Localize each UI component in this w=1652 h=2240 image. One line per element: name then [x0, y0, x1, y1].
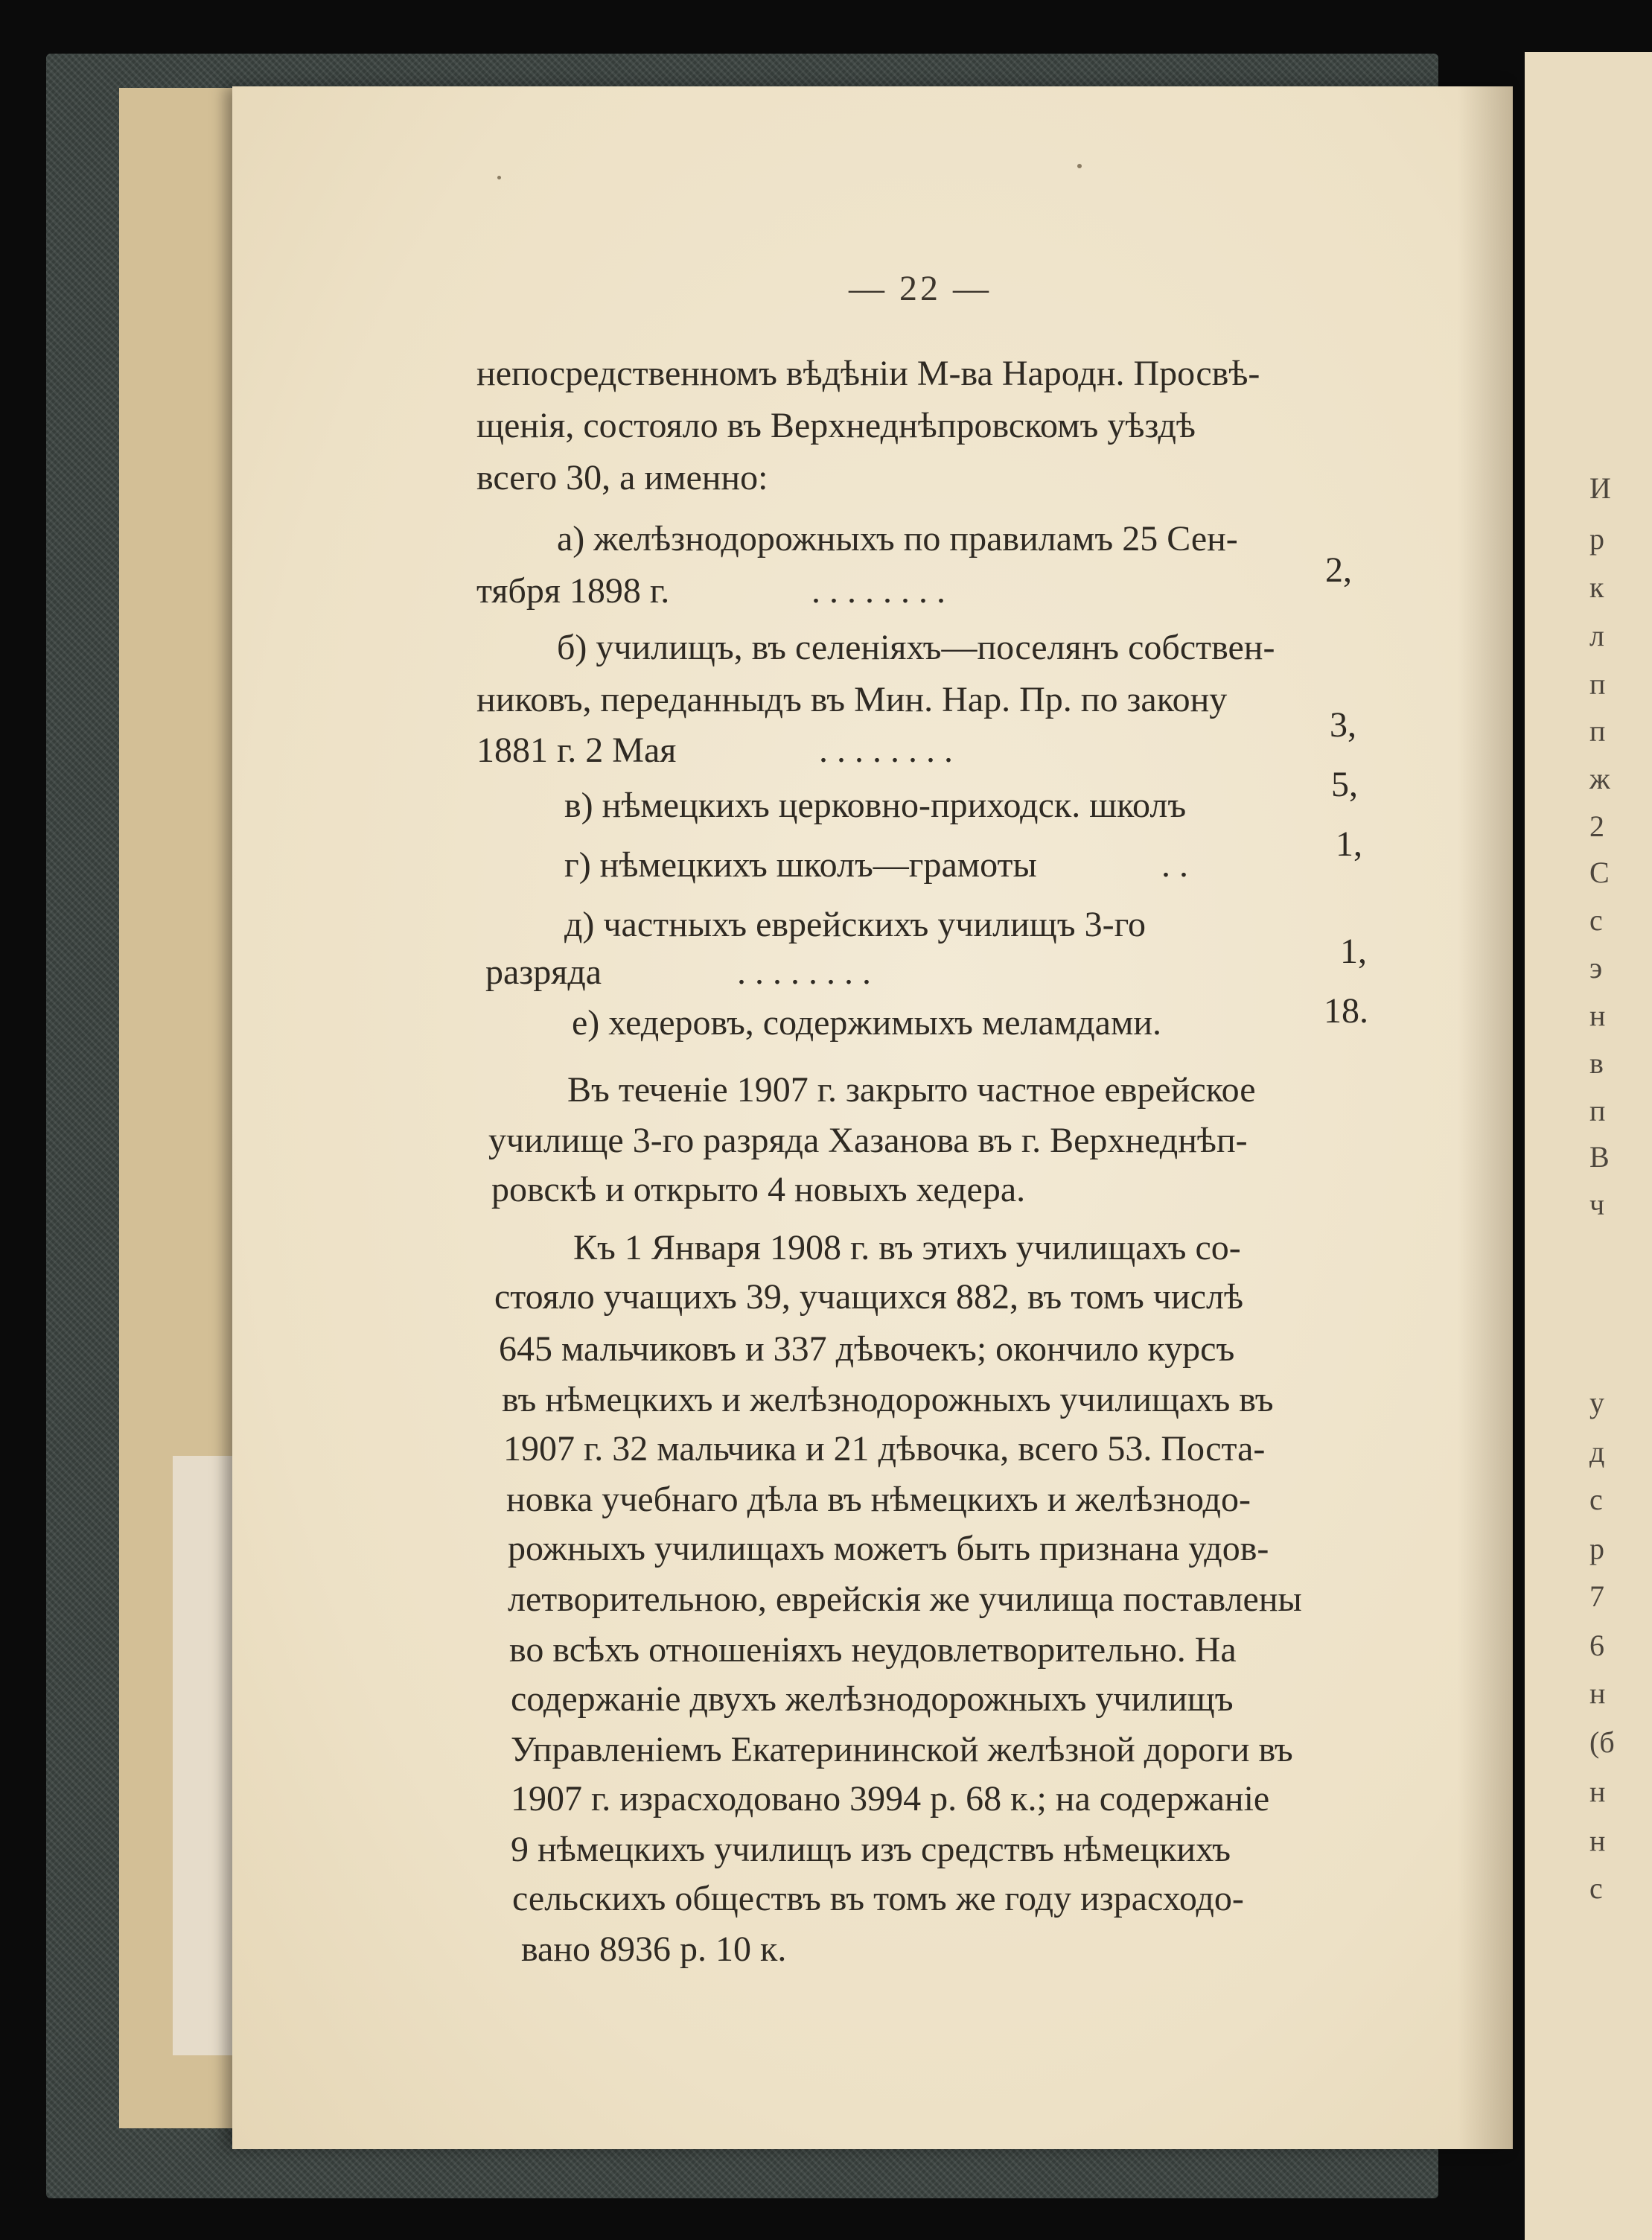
text-line: щенія, состояло въ Верхнеднѣпровскомъ уѣздѣ	[476, 406, 1196, 445]
next-page-fragment: 2	[1589, 809, 1604, 843]
next-page-fragment: к	[1589, 570, 1604, 604]
list-item-d: г) нѣмецкихъ школъ—грамоты	[564, 845, 1037, 885]
paragraph-line: 1907 г. 32 мальчика и 21 дѣвочка, всего 53. Поста-	[503, 1429, 1266, 1469]
page-number: — 22 —	[849, 269, 992, 308]
next-page-fragment: э	[1589, 951, 1603, 984]
next-page-fragment: 7	[1589, 1579, 1604, 1613]
list-item-b-cont: 1881 г. 2 Мая	[476, 731, 677, 770]
next-page-fragment: с	[1589, 903, 1603, 937]
paper-speck	[1077, 164, 1082, 168]
dot-leaders: . . . . . . . .	[819, 731, 953, 770]
paragraph-line: во всѣхъ отношеніяхъ неудовлетворительно. На	[509, 1630, 1237, 1670]
next-page-fragment: 6	[1589, 1629, 1604, 1662]
list-item-a: а) желѣзнодорожныхъ по правиламъ 25 Сен-	[557, 519, 1238, 559]
list-item-a-cont: тября 1898 г.	[476, 571, 670, 611]
next-page-fragment: в	[1589, 1046, 1604, 1080]
next-page-fragment: р	[1589, 522, 1604, 556]
paragraph-line: рожныхъ училищахъ можетъ быть признана удов-	[508, 1529, 1269, 1568]
next-page-fragment: ж	[1589, 762, 1610, 795]
dot-leaders: . . . . . . . .	[811, 571, 945, 611]
paragraph-line: новка учебнаго дѣла въ нѣмецкихъ и желѣзнодо-	[506, 1480, 1251, 1519]
next-page-fragment: В	[1589, 1140, 1610, 1174]
paragraph-line: Къ 1 Января 1908 г. въ этихъ училищахъ со-	[573, 1228, 1241, 1267]
next-page-fragment: (б	[1589, 1725, 1615, 1759]
next-page-fragment: н	[1589, 1676, 1606, 1710]
paragraph-line: 1907 г. израсходовано 3994 р. 68 к.; на содержаніе	[511, 1779, 1270, 1819]
paragraph-line: ровскѣ и открыто 4 новыхъ хедера.	[491, 1170, 1026, 1209]
paragraph-line: въ нѣмецкихъ и желѣзнодорожныхъ училищахъ въ	[502, 1380, 1274, 1419]
next-page-fragment: д	[1589, 1435, 1605, 1469]
list-count: 5,	[1331, 765, 1358, 804]
list-count: 3,	[1330, 705, 1356, 745]
list-count: 18.	[1324, 991, 1368, 1031]
paper-speck	[497, 176, 501, 179]
text-line: всего 30, а именно:	[476, 458, 768, 497]
list-count: 2,	[1325, 550, 1352, 590]
list-count: 1,	[1340, 932, 1367, 971]
paragraph-line: сельскихъ обществъ въ томъ же году израсходо-	[512, 1879, 1244, 1918]
paragraph-line: 9 нѣмецкихъ училищъ изъ средствъ нѣмецкихъ	[511, 1830, 1231, 1869]
next-page-fragment: ч	[1589, 1188, 1605, 1221]
list-item-b-cont: никовъ, переданныдъ въ Мин. Нар. Пр. по закону	[476, 680, 1228, 719]
page-gutter-shadow	[1458, 86, 1513, 2149]
next-page-edge	[1525, 52, 1652, 2240]
list-item-b: б) училищъ, въ селеніяхъ—поселянъ собствен-	[557, 628, 1275, 667]
next-page-fragment: н	[1589, 999, 1606, 1032]
next-page-fragment: н	[1589, 1824, 1606, 1857]
list-item-e-cont: разряда	[485, 952, 602, 992]
next-page-fragment: И	[1589, 471, 1611, 505]
next-page-fragment: С	[1589, 856, 1610, 889]
list-count: 1,	[1336, 824, 1362, 864]
next-page-fragment: у	[1589, 1386, 1604, 1419]
paragraph-line: 645 мальчиковъ и 337 дѣвочекъ; окончило курсъ	[499, 1329, 1235, 1369]
list-item-c: в) нѣмецкихъ церковно-приходск. школъ	[564, 786, 1187, 825]
paragraph-line: Въ теченіе 1907 г. закрыто частное еврейское	[567, 1070, 1256, 1110]
paragraph-line: училище 3-го разряда Хазанова въ г. Верхнеднѣп-	[488, 1121, 1248, 1160]
paragraph-line: летворительною, еврейскія же училища поставлены	[508, 1579, 1302, 1619]
endpaper-strip	[173, 1456, 241, 2055]
paragraph-line: содержаніе двухъ желѣзнодорожныхъ училищъ	[511, 1679, 1234, 1719]
next-page-fragment: р	[1589, 1532, 1604, 1565]
next-page-fragment: п	[1589, 714, 1606, 748]
list-item-e: д) частныхъ еврейскихъ училищъ 3-го	[564, 905, 1146, 944]
next-page-fragment: с	[1589, 1871, 1603, 1905]
next-page-fragment: п	[1589, 667, 1606, 701]
paragraph-line: вано 8936 р. 10 к.	[521, 1929, 787, 1969]
next-page-fragment: с	[1589, 1483, 1603, 1516]
paragraph-line: Управленіемъ Екатерининской желѣзной дороги въ	[511, 1730, 1293, 1769]
next-page-fragment: л	[1589, 619, 1604, 652]
list-item-f: е) хедеровъ, содержимыхъ меламдами.	[572, 1003, 1161, 1043]
text-line: непосредственномъ вѣдѣніи М-ва Народн. Просвѣ-	[476, 354, 1260, 393]
paragraph-line: стояло учащихъ 39, учащихся 882, въ томъ числѣ	[494, 1277, 1244, 1317]
next-page-fragment: п	[1589, 1094, 1606, 1127]
dot-leaders: . . . . . . . .	[737, 952, 871, 992]
next-page-fragment: н	[1589, 1775, 1606, 1808]
dot-leaders: . .	[1161, 845, 1188, 885]
